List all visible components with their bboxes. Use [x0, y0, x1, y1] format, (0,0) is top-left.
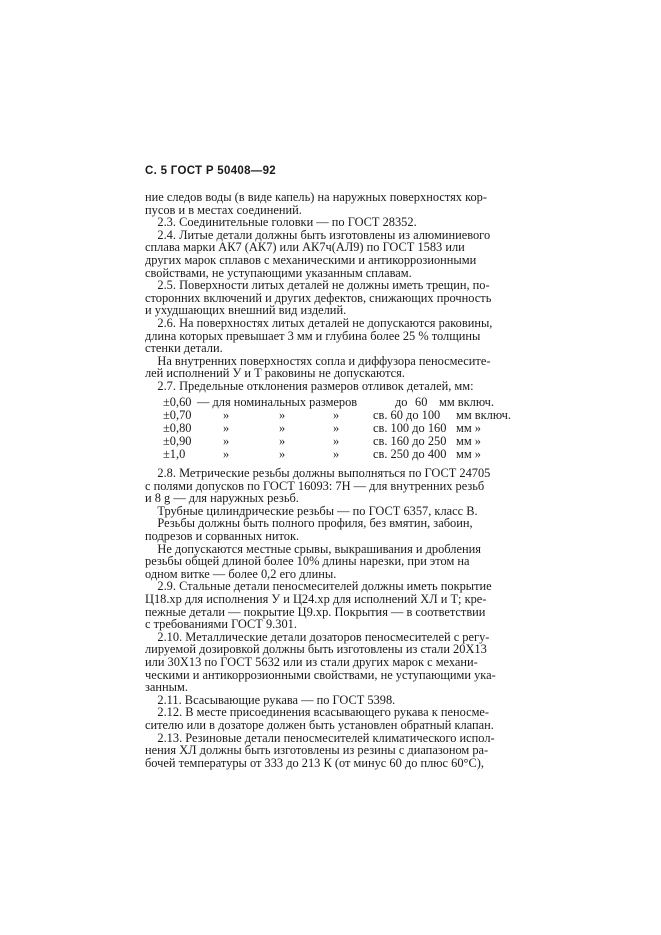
tolerance-col4: св. 100 до 160: [373, 421, 447, 435]
text-line: Не допускаются местные срывы, выкрашивания и дробления: [145, 541, 481, 556]
text-line: лей исполнений У и Т раковины не допускаются.: [145, 366, 405, 381]
text-line: длина которых превышает 3 мм и глубина более 25 % толщины: [145, 328, 481, 343]
text-line: ческими и антикоррозионными свойствами, не уступающими ука-: [145, 667, 496, 682]
tolerance-col5: мм »: [456, 421, 481, 435]
text-line: сторонних включений и других дефектов, снижающих прочность: [145, 290, 492, 305]
tolerance-col5: мм »: [456, 434, 481, 448]
tolerance-col1: »: [223, 434, 230, 448]
text-line: свойствами, не уступающими указанным сплавам.: [145, 265, 412, 280]
text-line: с полями допусков по ГОСТ 16093: 7Н — для внутренних резьб: [145, 478, 485, 493]
text-line: сплава марки АК7 (АК7) или АК7ч(АЛ9) по ГОСТ 1583 или: [145, 240, 465, 255]
text-line: одном витке — более 0,2 его длины.: [145, 566, 337, 581]
text-line: пежные детали — покрытие Ц9.хр. Покрытия — в соответствии: [145, 604, 486, 619]
tolerance-col1: »: [223, 408, 230, 422]
text-line: стенки детали.: [145, 341, 223, 356]
text-line: или 30Х13 по ГОСТ 5632 или из стали других марок с механи-: [145, 655, 478, 669]
text-line: 2.8. Метрические резьбы должны выполняться по ГОСТ 24705: [145, 466, 491, 480]
tolerance-row: [163, 448, 523, 461]
text-line: 2.12. В месте присоединения всасывающего рукава к пеносме-: [145, 705, 490, 720]
tolerance-col3: »: [333, 434, 340, 448]
text-line: 2.4. Литые детали должны быть изготовлены из алюминиевого: [145, 227, 491, 242]
text-line: 2.5. Поверхности литых деталей не должны иметь трещин, по-: [145, 278, 490, 293]
tolerance-col1: »: [223, 447, 230, 461]
tolerance-col5: мм включ.: [439, 395, 494, 409]
text-line: 2.7. Предельные отклонения размеров отливок деталей, мм:: [145, 379, 474, 393]
text-line: бочей температуры от 333 до 213 К (от минус 60 до плюс 60°С),: [145, 755, 484, 770]
tolerance-col3: »: [333, 447, 340, 461]
text-line: резьбы общей длиной более 10% длины нарезки, при этом на: [145, 554, 470, 569]
tolerance-value: ±1,0: [163, 447, 186, 461]
tolerance-col5: мм включ.: [456, 408, 511, 422]
tolerance-value: ±0,70: [163, 408, 192, 422]
text-line: сителю или в дозаторе должен быть установлен обратный клапан.: [145, 718, 494, 732]
tolerance-col4: св. 160 до 250: [373, 434, 447, 448]
text-line: других марок сплавов с механическими и антикоррозионными: [145, 253, 477, 267]
tolerance-value: ±0,60: [163, 395, 192, 409]
text-line: с требованиями ГОСТ 9.301.: [145, 617, 297, 632]
text-line: 2.9. Стальные детали пеносмесителей должны иметь покрытие: [145, 579, 492, 594]
text-line: Резьбы должны быть полного профиля, без вмятин, забоин,: [145, 516, 473, 531]
tolerance-col3: до: [395, 395, 408, 409]
text-line: и 8 g — для наружных резьб.: [145, 491, 299, 506]
text-line: 2.3. Соединительные головки — по ГОСТ 28352.: [145, 215, 417, 230]
text-line: занным.: [145, 680, 188, 695]
text-line: 2.11. Всасывающие рукава — по ГОСТ 5398.: [145, 692, 396, 707]
tolerance-col3: »: [333, 421, 340, 435]
tolerance-value: ±0,90: [163, 434, 192, 448]
text-line: подрезов и сорванных ниток.: [145, 529, 300, 543]
tolerance-col1: — для номинальных размеров: [197, 395, 358, 409]
text-line: ние следов воды (в виде капель) на наружных поверхностях кор-: [145, 190, 487, 204]
tolerance-col2: »: [279, 421, 286, 435]
tolerance-col2: »: [279, 434, 286, 448]
text-line: Трубные цилиндрические резьбы — по ГОСТ 6357, класс В.: [145, 503, 478, 518]
text-line: пусов и в местах соединений.: [145, 202, 302, 217]
text-line: и ухудшающих внешний вид изделий.: [145, 303, 347, 318]
tolerance-col5: мм »: [456, 447, 481, 461]
tolerance-col2: »: [279, 408, 286, 422]
tolerance-col4: св. 60 до 100: [373, 408, 441, 422]
page-header: С. 5 ГОСТ Р 50408—92: [145, 165, 276, 177]
tolerance-col3: »: [333, 408, 340, 422]
tolerance-value: ±0,80: [163, 421, 192, 435]
tolerance-col1: »: [223, 421, 230, 435]
text-line: нения ХЛ должны быть изготовлены из резины с диапазоном ра-: [145, 743, 489, 758]
text-line: Ц18.хр для исполнения У и Ц24.хр для исполнений ХЛ и Т; кре-: [145, 592, 487, 606]
text-line: 2.13. Резиновые детали пеносмесителей климатического испол-: [145, 730, 495, 745]
text-line: лируемой дозировкой должны быть изготовлены из стали 20Х13: [145, 642, 487, 657]
text-line: 2.6. На поверхностях литых деталей не допускаются раковины,: [145, 316, 493, 330]
tolerance-col2: »: [279, 447, 286, 461]
tolerance-col4: 60: [415, 395, 428, 409]
tolerance-col4: св. 250 до 400: [373, 447, 447, 461]
text-line: 2.10. Металлические детали дозаторов пеносмесителей с регу-: [145, 629, 490, 644]
text-line: На внутренних поверхностях сопла и диффузора пеносмесите-: [145, 353, 491, 368]
